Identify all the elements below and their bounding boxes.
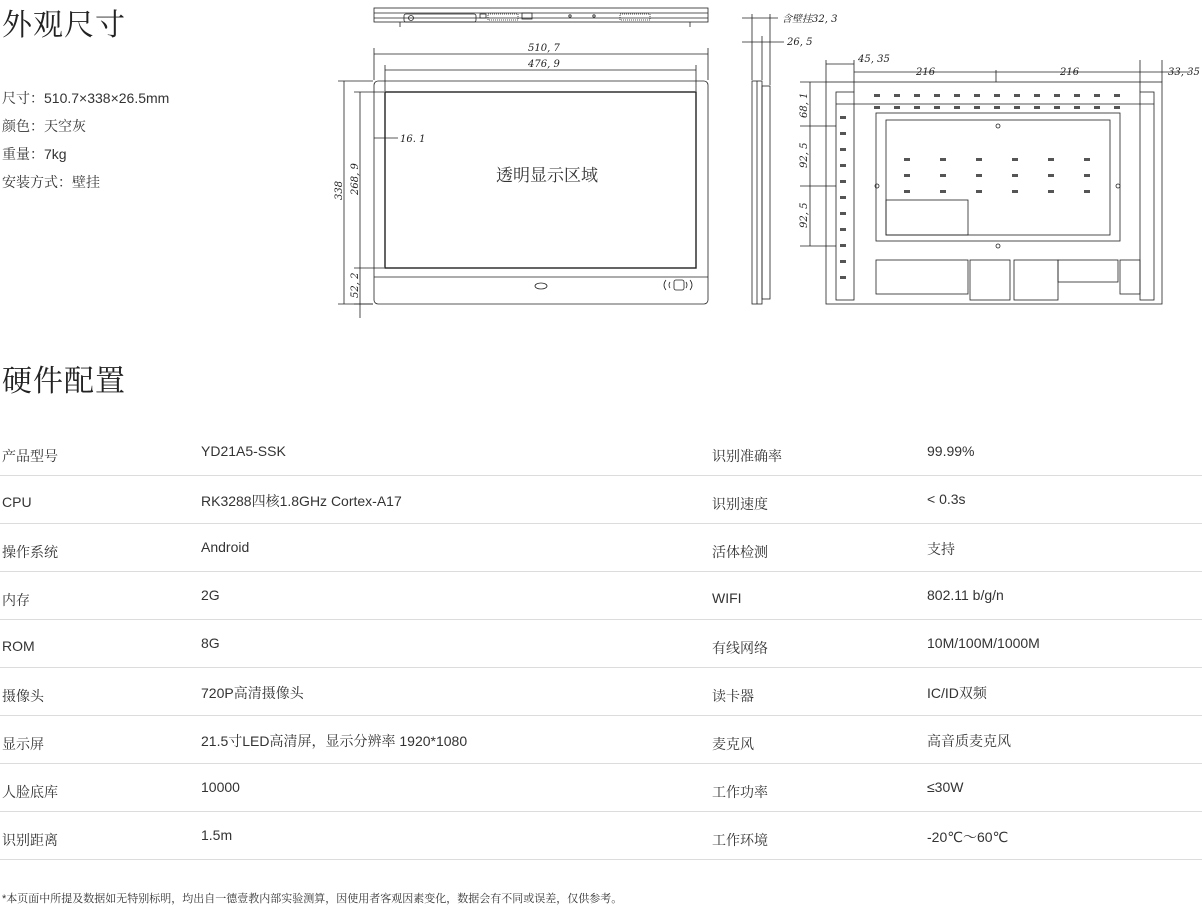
spec-value: Android <box>201 539 250 555</box>
spec-key: 工作环境 <box>712 832 768 848</box>
spec-key: 产品型号 <box>2 448 58 464</box>
table-row <box>0 428 1202 476</box>
spec-value: 802.11 b/g/n <box>927 587 1004 603</box>
spec-value: 21.5寸LED高清屏，显示分辨率 1920*1080 <box>201 733 468 749</box>
spec-value: 10M/100M/1000M <box>927 635 1040 651</box>
dim-rear-v-mid1: 92, 5 <box>799 142 810 168</box>
spec-value: 10000 <box>201 779 240 795</box>
spec-key: 读卡器 <box>712 688 754 704</box>
table-row <box>0 812 1202 860</box>
spec-weight: 重量：7kg <box>2 146 67 162</box>
spec-value: ≤30W <box>927 779 964 795</box>
dim-rear-span-2: 216 <box>1060 67 1080 78</box>
spec-value: 720P高清摄像头 <box>201 685 304 701</box>
table-row <box>0 764 1202 812</box>
dim-rear-left-margin: 45, 35 <box>858 54 890 65</box>
spec-value: < 0.3s <box>927 491 966 507</box>
table-row <box>0 476 1202 524</box>
dim-rear-v-mid2: 92, 5 <box>799 202 810 228</box>
spec-key: 工作功率 <box>712 784 768 800</box>
spec-color: 颜色：天空灰 <box>2 118 86 134</box>
rear-vent-slots <box>840 94 1120 279</box>
spec-key: 人脸底库 <box>2 784 58 800</box>
dim-rear-right-margin: 33, 35 <box>1168 67 1200 78</box>
dim-depth-with-mount: 含壁挂32, 3 <box>782 14 838 25</box>
dim-height-screen: 268, 9 <box>350 163 361 195</box>
table-row <box>0 716 1202 764</box>
dim-side-bezel: 16. 1 <box>400 134 426 145</box>
spec-value: IC/ID双频 <box>927 685 987 701</box>
screen-area-label: 透明显示区域 <box>496 166 598 186</box>
dim-depth: 26, 5 <box>787 37 813 48</box>
spec-value: 99.99% <box>927 443 975 459</box>
table-row <box>0 524 1202 572</box>
spec-key: 操作系统 <box>2 544 58 560</box>
spec-key: 活体检测 <box>712 544 768 560</box>
spec-value: 8G <box>201 635 220 651</box>
spec-key: 识别准确率 <box>712 448 782 464</box>
top-view-outline <box>374 8 708 27</box>
dim-bottom-bezel: 52, 2 <box>350 272 361 298</box>
spec-key: 识别距离 <box>2 832 58 848</box>
dim-height-total: 338 <box>334 180 345 200</box>
table-row <box>0 620 1202 668</box>
spec-key: 内存 <box>2 592 30 608</box>
table-row <box>0 668 1202 716</box>
spec-key: WIFI <box>712 590 742 606</box>
table-row <box>0 572 1202 620</box>
spec-key: 显示屏 <box>2 736 44 752</box>
front-view-outline <box>374 81 708 304</box>
dim-front-width-inner: 476, 9 <box>528 59 560 70</box>
dim-rear-span-1: 216 <box>916 67 936 78</box>
spec-mounting: 安装方式：壁挂 <box>2 174 100 190</box>
spec-size: 尺寸：510.7×338×26.5mm <box>2 90 170 106</box>
dim-rear-v-top: 68, 1 <box>799 92 810 118</box>
spec-value: YD21A5-SSK <box>201 443 286 459</box>
spec-value: RK3288四核1.8GHz Cortex-A17 <box>201 493 402 509</box>
appearance-section-title: 外观尺寸 <box>2 9 126 42</box>
spec-value: -20℃～60℃ <box>927 829 1009 845</box>
dim-front-width-total: 510, 7 <box>528 43 560 54</box>
side-view-outline <box>742 14 784 304</box>
hardware-section-title: 硬件配置 <box>2 365 126 398</box>
spec-key: CPU <box>2 494 32 510</box>
spec-key: 有线网络 <box>712 640 768 656</box>
spec-value: 支持 <box>927 541 955 557</box>
spec-key: 摄像头 <box>2 688 44 704</box>
spec-value: 2G <box>201 587 220 603</box>
dimension-drawing <box>0 0 1202 330</box>
spec-value: 高音质麦克风 <box>927 733 1011 749</box>
spec-value: 1.5m <box>201 827 233 843</box>
hardware-spec-table <box>0 428 1202 860</box>
disclaimer-footnote: *本页面中所提及数据如无特别标明，均出自一德壹教内部实验测算，因使用者客观因素变化，数据会有不同或误差，仅供参考。 <box>2 893 623 905</box>
spec-key: ROM <box>2 638 35 654</box>
spec-key: 麦克风 <box>712 736 754 752</box>
spec-key: 识别速度 <box>712 496 768 512</box>
